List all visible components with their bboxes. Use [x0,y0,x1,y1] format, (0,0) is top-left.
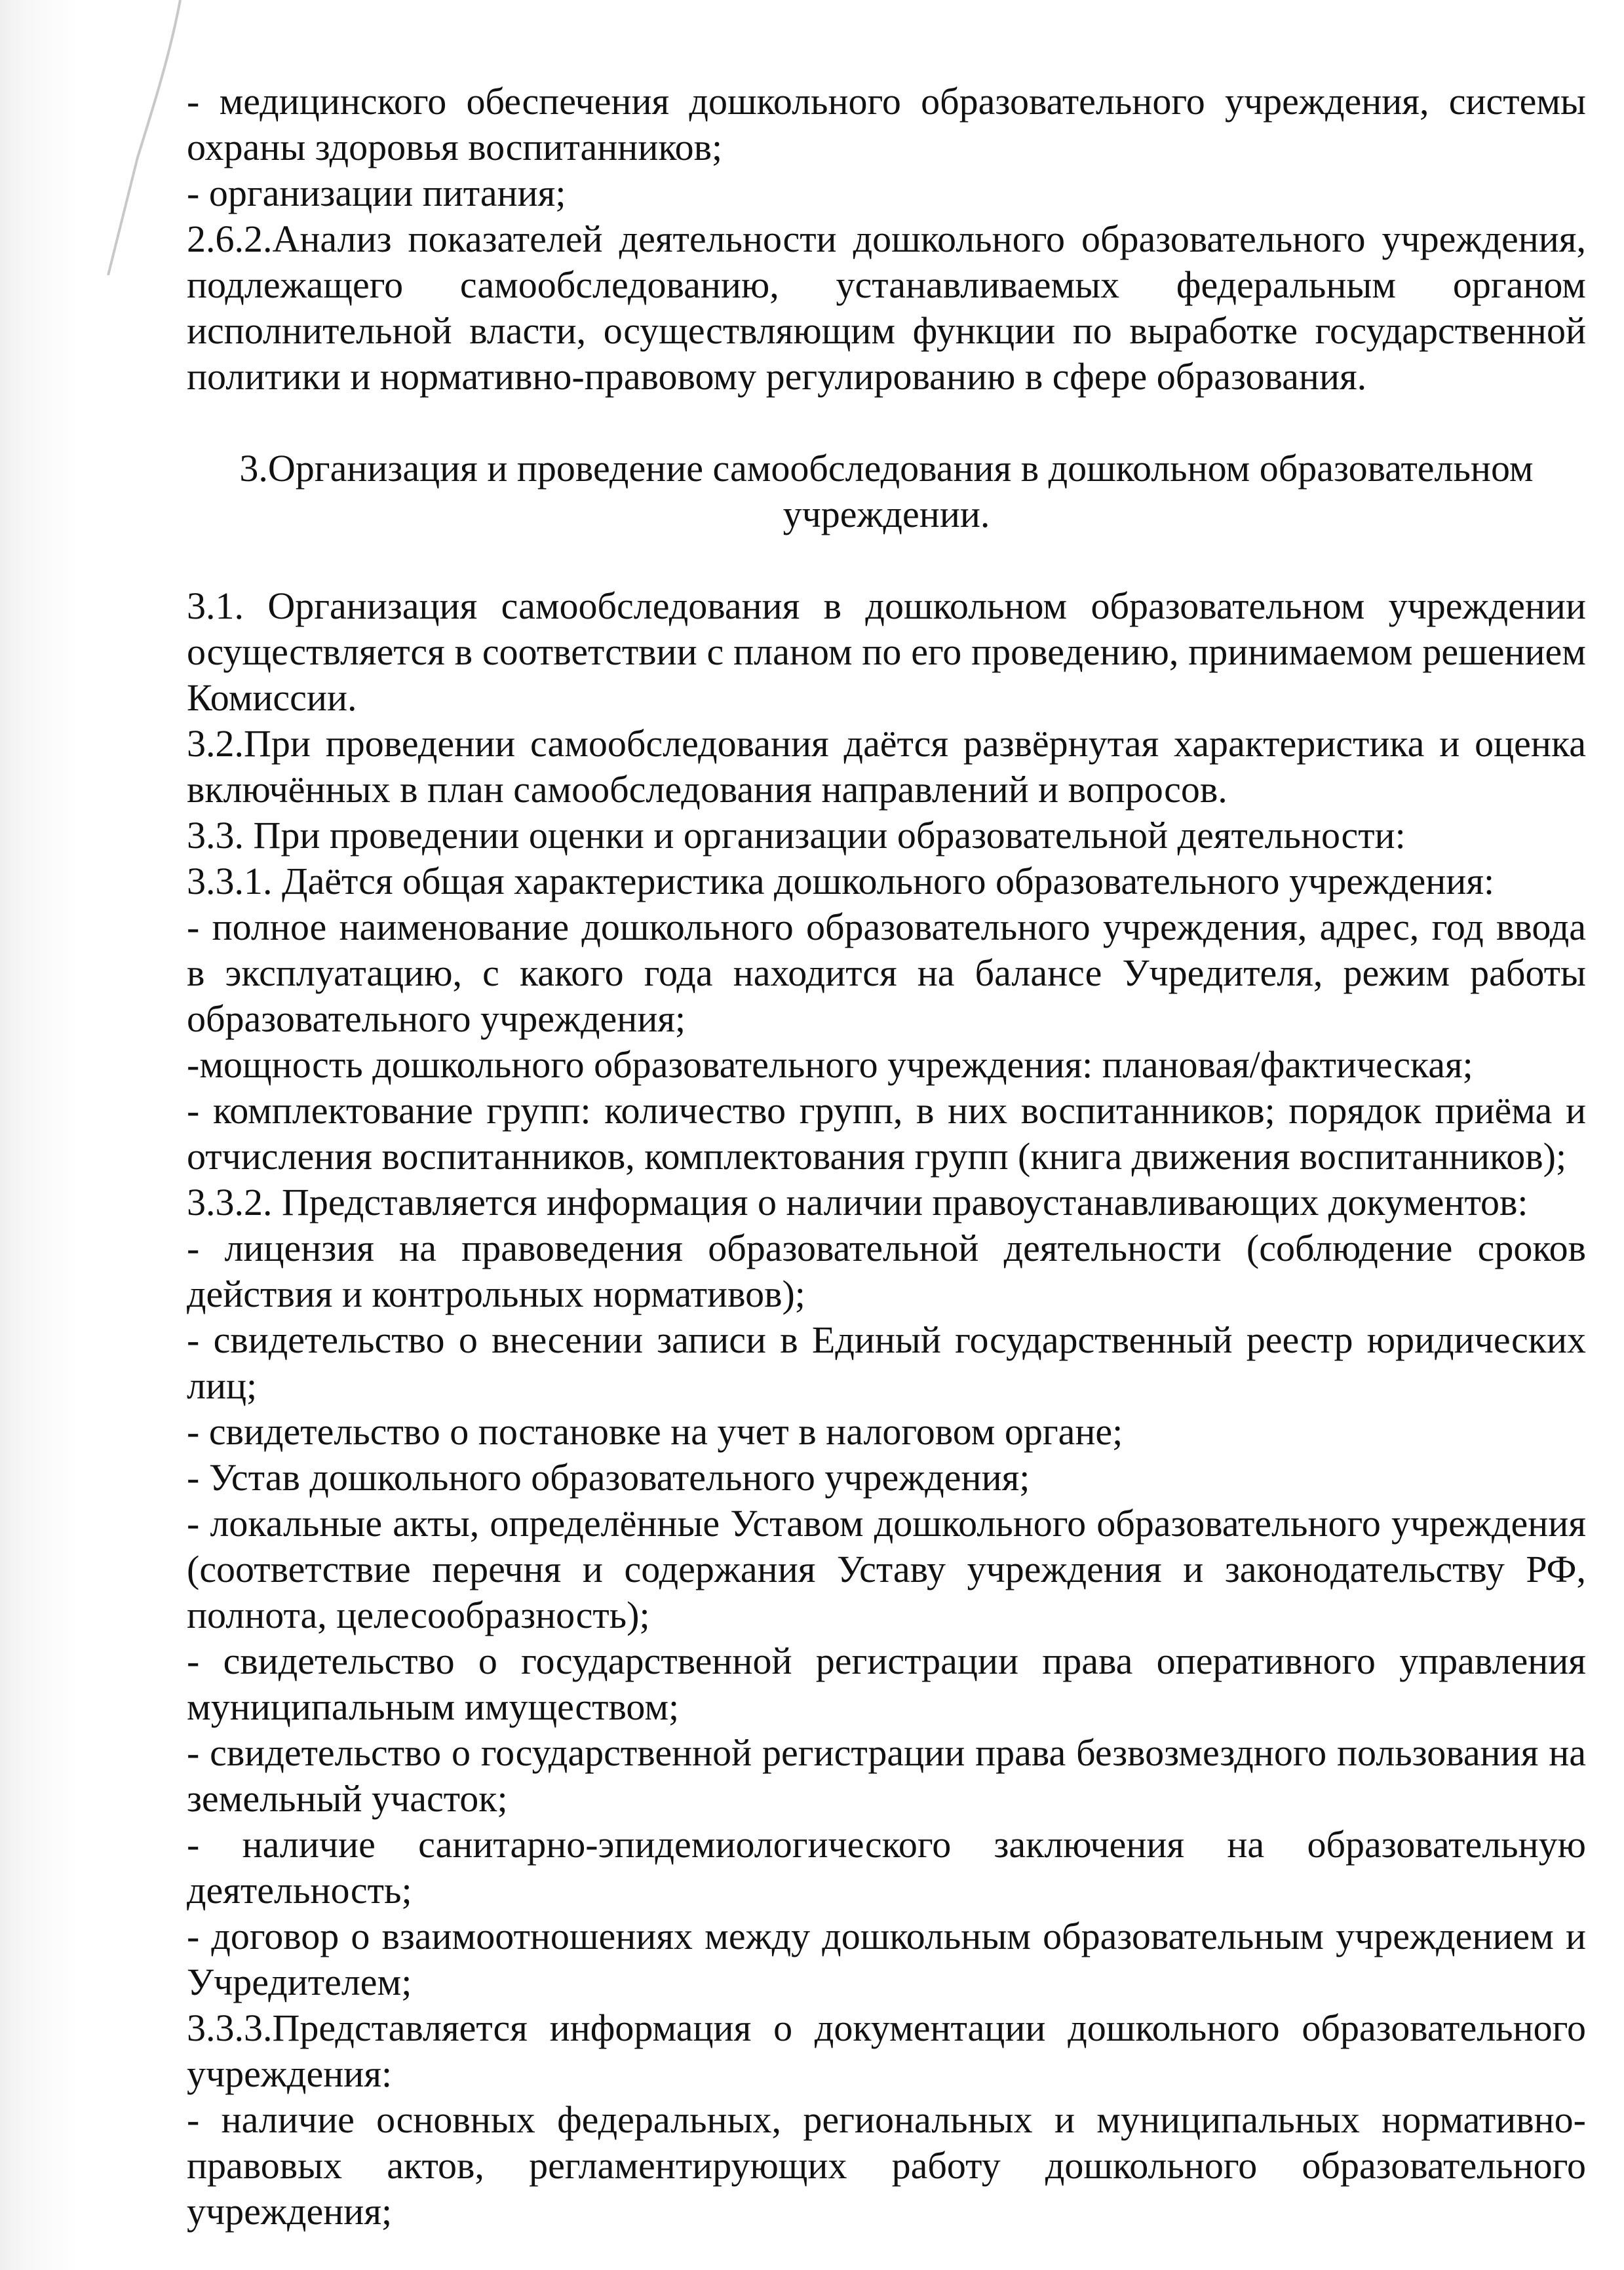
list-item-registry: - свидетельство о внесении записи в Единый государственный реестр юридических лиц; [187,1318,1586,1407]
document-body [187,79,1586,2235]
list-item-local-acts: - локальные акты, определённые Уставом дошкольного образовательного учреждения (соответствие перечня и содержания Уставу учреждения и законодательству РФ, полнота, целесообразность); [187,1502,1586,1636]
list-item-charter: - Устав дошкольного образовательного учреждения; [187,1456,1030,1499]
paragraph-nutrition: - организации питания; [187,172,566,214]
list-item-founder-contract: - договор о взаимоотношениях между дошкольным образовательным учреждением и Учредителем; [187,1915,1586,2003]
paragraph-3-3-1: 3.3.1. Даётся общая характеристика дошкольного образовательного учреждения: [187,860,1495,902]
list-item-groups: - комплектование групп: количество групп, в них воспитанников; порядок приёма и отчисления воспитанников, комплектования групп (книга движения воспитанников); [187,1089,1586,1178]
paragraph-3-3-3: 3.3.3.Представляется информация о документации дошкольного образовательного учреждения: [187,2007,1586,2095]
list-item-full-name: - полное наименование дошкольного образовательного учреждения, адрес, год ввода в эксплуатацию, с какого года находится на балансе Учредителя, режим работы образовательного учреждения; [187,906,1586,1040]
scan-edge-shadow [0,0,79,2270]
paragraph-3-2: 3.2.При проведении самообследования даётся развёрнутая характеристика и оценка включённых в план самообследования направлений и вопросов. [187,722,1586,811]
paragraph-2-6-2: 2.6.2.Анализ показателей деятельности дошкольного образовательного учреждения, подлежащего самообследованию, устанавливаемых федеральным органом исполнительной власти, осуществляющим функции по выработке государственной политики и нормативно-правовому регулированию в сфере образования. [187,218,1586,398]
paragraph-medical: - медицинского обеспечения дошкольного образовательного учреждения, системы охраны здоровья воспитанников; [187,80,1586,168]
list-item-operative-management: - свидетельство о государственной регистрации права оперативного управления муниципальным имуществом; [187,1640,1586,1728]
list-item-capacity: -мощность дошкольного образовательного учреждения: плановая/фактическая; [187,1043,1473,1086]
list-item-sanitary: - наличие санитарно-эпидемиологического заключения на образовательную деятельность; [187,1823,1586,1912]
paragraph-3-3-2: 3.3.2. Представляется информация о наличии правоустанавливающих документов: [187,1181,1528,1223]
scan-artifact-line [92,0,197,275]
paragraph-3-3: 3.3. При проведении оценки и организации образовательной деятельности: [187,814,1406,856]
section-heading-3: 3.Организация и проведение самообследования в дошкольном образовательном учреждении. [239,447,1534,535]
list-item-normative-acts: - наличие основных федеральных, региональных и муниципальных нормативно-правовых актов, регламентирующих работу дошкольного образовательного учреждения; [187,2098,1586,2233]
list-item-tax: - свидетельство о постановке на учет в налоговом органе; [187,1410,1123,1453]
paragraph-3-1: 3.1. Организация самообследования в дошкольном образовательном учреждении осуществляется в соответствии с планом по его проведению, принимаемом решением Комиссии. [187,585,1586,719]
list-item-license: - лицензия на правоведения образовательной деятельности (соблюдение сроков действия и контрольных нормативов); [187,1227,1586,1315]
list-item-land-use: - свидетельство о государственной регистрации права безвозмездного пользования на земельный участок; [187,1731,1586,1820]
